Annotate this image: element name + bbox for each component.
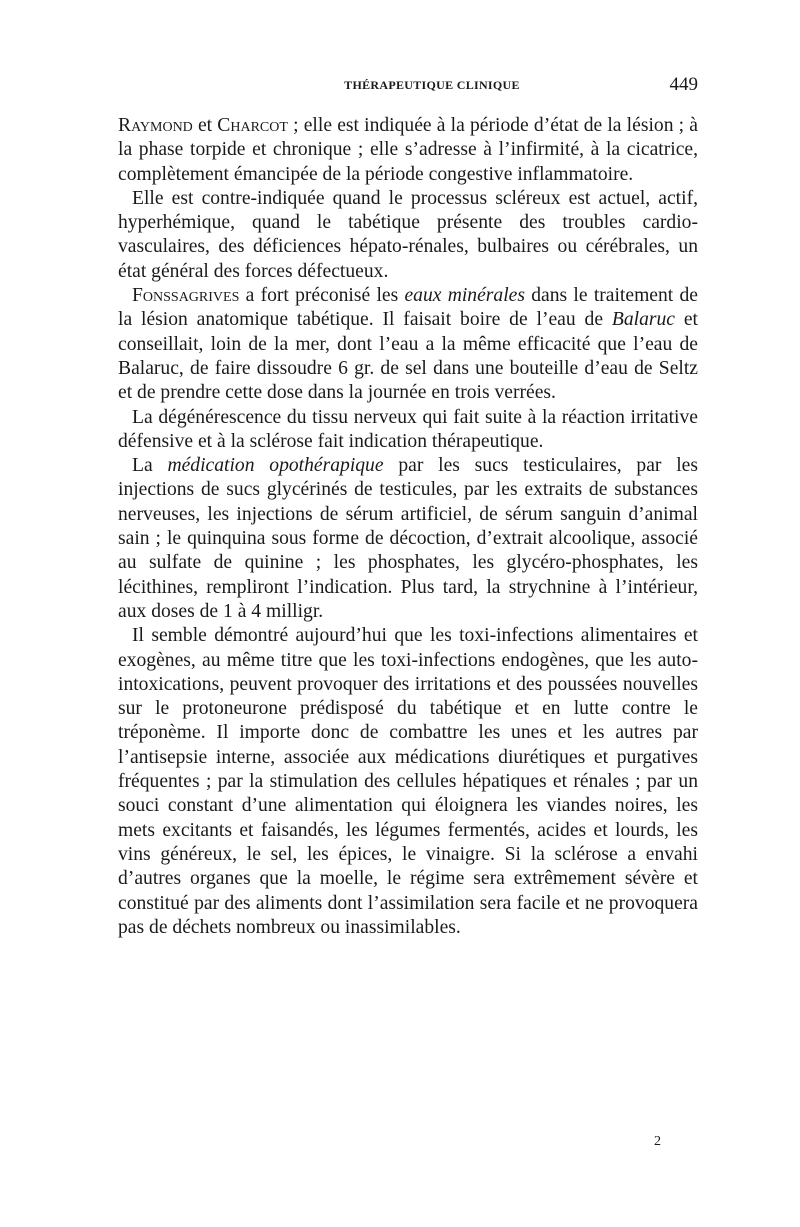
paragraph-2: Elle est contre-indiquée quand le processus scléreux est actuel, actif, hyperhémique, quand le tabétique présente des troubles cardio-vasculaires, des déficiences hépato-rénales, bulbaires ou cérébrales, un état général des forces défectueux. — [118, 187, 698, 282]
author-name-fonssagrives: Fonssagrives — [132, 285, 240, 307]
author-name-charcot: Charcot — [217, 115, 288, 136]
running-title: THÉRAPEUTIQUE CLINIQUE — [344, 78, 520, 92]
emphasis-balaruc: Balaruc — [611, 309, 675, 331]
emphasis-medication-opotherapique: médication opothérapique — [167, 455, 384, 477]
emphasis-eaux-minerales: eaux minérales — [404, 285, 525, 307]
paragraph-3-text-b: dans le traitement de la lésion anatomique tabétique. Il faisait boire de l’eau de — [118, 285, 698, 331]
paragraph-5-text-b: par les sucs testiculaires, par les injections de sucs glycérinés de testicules, par les extraits de substances nerveuses, les injections de sérum artificiel, de sérum sanguin d’animal sain ; le quinquina sous forme de décoction, d’extrait alcoolique, associé au sulfate de quinine ; les phosphates, les glycéro-phosphates, les lécithines, rempliront l’indication. Plus tard, la strychnine à l’intérieur, aux doses de 1 à 4 milligr. — [118, 455, 698, 622]
running-header — [118, 74, 698, 98]
paragraph-1 — [118, 114, 698, 187]
paragraph-6: Il semble démontré aujourd’hui que les toxi-infections alimentaires et exogènes, au même titre que les toxi-infections endogènes, que les auto-intoxications, peuvent provoquer des irritations et des poussées nouvelles sur le protoneurone prédisposé du tabétique et en lutte contre le tréponème. Il importe donc de combattre les unes et les autres par l’antisepsie interne, associée aux médications diurétiques et purgatives fréquentes ; par la stimulation des cellules hépatiques et rénales ; par un souci constant d’une alimentation qui éloignera les viandes noires, les mets excitants et faisandés, les légumes fermentés, acides et lourds, les vins généreux, le sel, les épices, le vinaigre. Si la sclérose a envahi d’autres organes que la moelle, le régime sera extrêmement sévère et constitué par des aliments dont l’assimilation sera facile et ne provoquera pas de déchets nombreux ou inassimilables. — [118, 625, 698, 938]
paragraph-1-text-b: ; elle est indiquée à la période d’état de la lésion ; à la phase torpide et chronique ; elle s’adresse à l’infirmité, à la cicatrice, complètement émancipée de la période congestive inflammatoire. — [118, 115, 698, 185]
paragraph-5-text-a: La — [132, 455, 168, 477]
paragraph-5 — [118, 454, 698, 624]
paragraph-1-text-a: et — [192, 115, 218, 136]
paragraph-3 — [118, 284, 698, 405]
body-text — [118, 114, 698, 940]
signature-mark: 2 — [654, 1134, 661, 1149]
paragraph-4: La dégénérescence du tissu nerveux qui fait suite à la réaction irritative défensive et à la sclérose fait indication thérapeutique. — [118, 406, 698, 452]
page-number: 449 — [669, 74, 698, 95]
paragraph-3-text-a: a fort préconisé les — [239, 285, 405, 307]
author-name-raymond: Raymond — [118, 115, 193, 136]
paragraph-3-text-c: et conseillait, loin de la mer, dont l’eau a la même efficacité que l’eau de Balaruc, de faire dissoudre 6 gr. de sel dans une bouteille d’eau de Seltz et de prendre cette dose dans la journée en trois verrées. — [118, 309, 698, 404]
